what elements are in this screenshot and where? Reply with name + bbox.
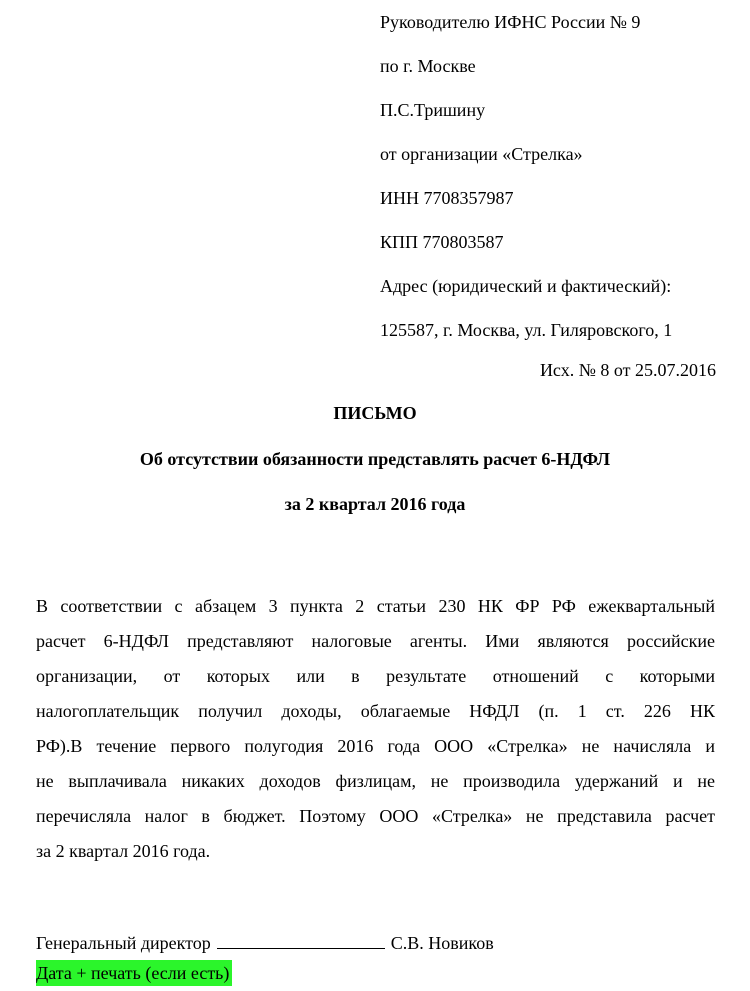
- body-line: РФ).В течение первого полугодия 2016 года ООО «Стрелка» не начисляла и: [36, 736, 715, 756]
- body-line: В соответствии с абзацем 3 пункта 2 статьи 230 НК ФР РФ ежеквартальный: [36, 596, 715, 616]
- body-line: расчет 6-НДФЛ представляют налоговые агенты. Ими являются российские: [36, 631, 715, 651]
- addressee-recipient-city: по г. Москве: [380, 56, 476, 76]
- body-line: за 2 квартал 2016 года.: [36, 841, 211, 861]
- addressee-recipient-title: Руководителю ИФНС России № 9: [380, 12, 641, 32]
- body-line: не выплачивала никаких доходов физлицам, не производила удержаний и не: [36, 771, 715, 791]
- body-line: налогоплательщик получил доходы, облагаемые НФДЛ (п. 1 ст. 226 НК: [36, 701, 715, 721]
- body-line: организации, от которых или в результате отношений с которыми: [36, 666, 715, 686]
- addressee-address-label: Адрес (юридический и фактический):: [380, 276, 672, 296]
- addressee-kpp: КПП 770803587: [380, 232, 504, 252]
- outgoing-reference: Исх. № 8 от 25.07.2016: [539, 360, 716, 380]
- addressee-sender-org: от организации «Стрелка»: [380, 144, 583, 164]
- letter-subject: Об отсутствии обязанности представлять расчет 6-НДФЛ: [139, 449, 611, 469]
- addressee-block: [380, 0, 740, 352]
- letter-title: ПИСЬМО: [333, 403, 417, 423]
- letter-body: [36, 589, 715, 869]
- signature-block: [36, 929, 494, 957]
- signer-position: Генеральный директор: [36, 933, 211, 953]
- date-stamp-note: Дата + печать (если есть): [36, 960, 232, 986]
- addressee-recipient-name: П.С.Тришину: [380, 100, 486, 120]
- addressee-address-value: 125587, г. Москва, ул. Гиляровского, 1: [380, 320, 673, 340]
- addressee-inn: ИНН 7708357987: [380, 188, 514, 208]
- signature-line: [217, 930, 385, 949]
- letter-subject-period: за 2 квартал 2016 года: [284, 494, 466, 514]
- signer-name: С.В. Новиков: [390, 933, 494, 953]
- body-line: перечисляла налог в бюджет. Поэтому ООО «Стрелка» не представила расчет: [36, 806, 715, 826]
